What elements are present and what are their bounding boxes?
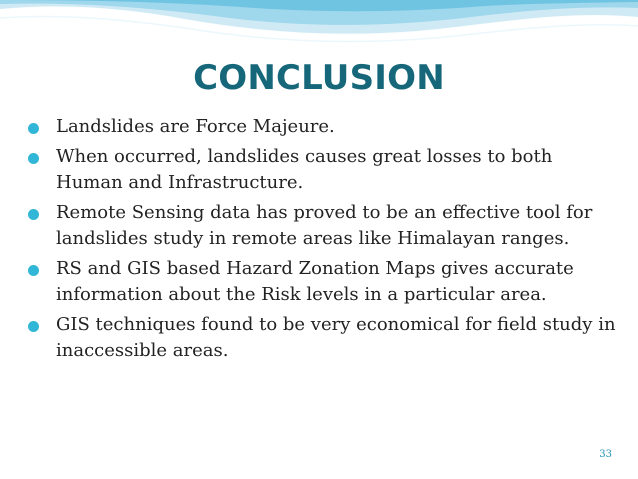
bullet-item <box>28 312 618 364</box>
bullet-text: RS and GIS based Hazard Zonation Maps gives accurate information about the Risk levels in a particular area. <box>56 258 574 305</box>
bullet-dot-icon <box>28 153 39 164</box>
slide-title: CONCLUSION <box>193 58 445 98</box>
bullet-item <box>28 144 618 196</box>
bullet-dot-icon <box>28 209 39 220</box>
bullet-text: GIS techniques found to be very economical for field study in inaccessible areas. <box>56 314 616 361</box>
page-number: 33 <box>599 449 612 460</box>
bullet-text: When occurred, landslides causes great losses to both Human and Infrastructure. <box>56 146 553 193</box>
bullet-dot-icon <box>28 123 39 134</box>
bullet-dot-icon <box>28 321 39 332</box>
bullet-item <box>28 200 618 252</box>
bullet-text: Landslides are Force Majeure. <box>56 116 335 137</box>
bullet-text: Remote Sensing data has proved to be an effective tool for landslides study in remote areas like Himalayan ranges. <box>56 202 593 249</box>
bullet-item <box>28 114 618 140</box>
bullet-item <box>28 256 618 308</box>
bullet-list <box>28 114 618 368</box>
bullet-dot-icon <box>28 265 39 276</box>
